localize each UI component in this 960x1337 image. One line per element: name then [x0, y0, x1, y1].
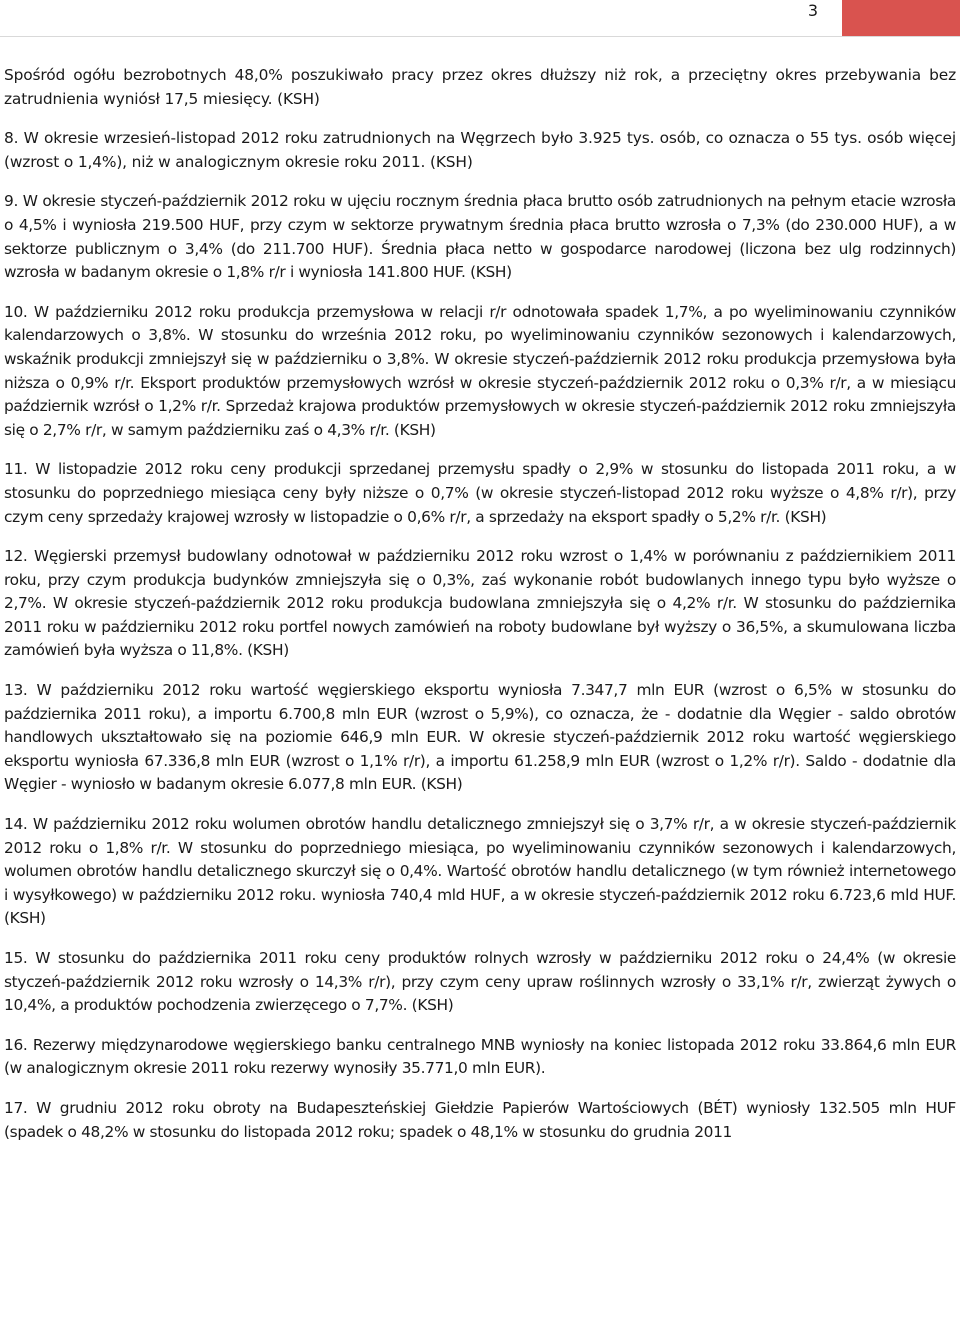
paragraph-10-industrial-production: 10. W październiku 2012 roku produkcja przemysłowa w relacji r/r odnotowała spadek 1,7%, a po wyeliminowaniu czynników kalendarzowych o 3,8%. W stosunku do września 2012 roku, po wyeliminowaniu czynników sezonowych i kalendarzowych, wskaźnik produkcji zmniejszył się w październiku o 3,8%. W okresie styczeń-październik 2012 roku produkcja przemysłowa była niższa o 0,9% r/r. Eksport produktów przemysłowych wzrósł w okresie styczeń-październik 2012 roku o 0,3% r/r, a w miesiącu październik wzrósł o 1,2% r/r. Sprzedaż krajowa produktów przemysłowych w okresie styczeń-październik 2012 roku zmniejszyła się o 2,7% r/r, w samym październiku zaś o 4,3% r/r. (KSH) — [4, 302, 956, 439]
paragraph-11-producer-prices: 11. W listopadzie 2012 roku ceny produkcji sprzedanej przemysłu spadły o 2,9% w stosunku do listopada 2011 roku, a w stosunku do poprzedniego miesiąca ceny były niższe o 0,7% (w okresie styczeń-listopad 2012 roku wyższe o 4,8% r/r), przy czym ceny sprzedaży krajowej wzrosły w listopadzie o 0,6% r/r, a sprzedaży na eksport spadły o 5,2% r/r. (KSH) — [4, 460, 956, 526]
header-divider — [0, 36, 960, 37]
paragraph-12-construction: 12. Węgierski przemysł budowlany odnotował w październiku 2012 roku wzrost o 1,4% w porównaniu z październikiem 2011 roku, przy czym produkcja budynków zmniejszyła się o 0,3%, zaś wykonanie robót budowlanych innego typu było wyższe o 2,7%. W okresie styczeń-październik 2012 roku produkcja budowlana zmniejszyła się o 4,2% r/r. W stosunku do października 2011 roku w październiku 2012 roku portfel nowych zamówień na roboty budowlane był wyższy o 36,5%, a skumulowana liczba zamówień była wyższa o 11,8%. (KSH) — [4, 547, 956, 660]
paragraph-14-retail: 14. W październiku 2012 roku wolumen obrotów handlu detalicznego zmniejszył się o 3,7% r/r, a w okresie styczeń-październik 2012 roku o 1,8% r/r. W stosunku do poprzedniego miesiąca, po wyeliminowaniu czynników sezonowych i kalendarzowych, wolumen obrotów handlu detalicznego skurczył się o 0,4%. Wartość obrotów handlu detalicznego (w tym również internetowego i wysyłkowego) w październiku 2012 roku. wyniosła 740,4 mld HUF, a w okresie styczeń-październik 2012 roku 6.723,6 mld HUF. (KSH) — [4, 815, 956, 928]
paragraph-8-employment: 8. W okresie wrzesień-listopad 2012 roku zatrudnionych na Węgrzech było 3.925 tys. osób, co oznacza o 55 tys. osób więcej (wzrost o 1,4%), niż w analogicznym okresie roku 2011. (KSH) — [4, 129, 956, 171]
paragraph-9-wages: 9. W okresie styczeń-październik 2012 roku w ujęciu rocznym średnia płaca brutto osób zatrudnionych na pełnym etacie wzrosła o 4,5% i wyniosła 219.500 HUF, przy czym w sektorze prywatnym średnia płaca brutto wzrosła o 7,3% (do 230.000 HUF), a w sektorze publicznym o 3,4% (do 211.700 HUF). Średnia płaca netto w gospodarce narodowej (liczona bez ulg rodzinnych) wzrosła w badanym okresie o 1,8% r/r i wyniosła 141.800 HUF. (KSH) — [4, 192, 956, 282]
header-accent-bar — [842, 0, 960, 36]
paragraph-unemployment: Spośród ogółu bezrobotnych 48,0% poszukiwało pracy przez okres dłuższy niż rok, a przeciętny okres przebywania bez zatrudnienia wyniósł 17,5 miesięcy. (KSH) — [4, 66, 956, 108]
paragraph-17-stock-exchange: 17. W grudniu 2012 roku obroty na Budapeszteńskiej Giełdzie Papierów Wartościowych (BÉT) wyniosły 132.505 mln HUF (spadek o 48,2% w stosunku do listopada 2012 roku; spadek o 48,1% w stosunku do grudnia 2011 — [4, 1098, 956, 1141]
document-body — [4, 64, 956, 1160]
page-number: 3 — [807, 1, 818, 20]
paragraph-16-reserves: 16. Rezerwy międzynarodowe węgierskiego banku centralnego MNB wyniosły na koniec listopada 2012 roku 33.864,6 mln EUR (w analogicznym okresie 2011 roku rezerwy wynosiły 35.771,0 mln EUR). — [4, 1035, 956, 1078]
page-header — [0, 0, 960, 40]
paragraph-15-agricultural-prices: 15. W stosunku do października 2011 roku ceny produktów rolnych wzrosły w październiku 2012 roku o 24,4% (w okresie styczeń-październik 2012 roku wzrosły o 14,3% r/r), przy czym ceny upraw roślinnych wzrosły o 33,1% r/r, zwierząt żywych o 10,4%, a produktów pochodzenia zwierzęcego o 7,7%. (KSH) — [4, 949, 956, 1015]
paragraph-13-trade: 13. W październiku 2012 roku wartość węgierskiego eksportu wyniosła 7.347,7 mln EUR (wzrost o 6,5% w stosunku do października 2011 roku), a importu 6.700,8 mln EUR (wzrost o 5,9%), co oznacza, że - dodatnie dla Węgier - saldo obrotów handlowych ukształtowało się na poziomie 646,9 mln EUR. W okresie styczeń-październik 2012 roku wartość węgierskiego eksportu wyniosła 67.336,8 mln EUR (wzrost o 1,1% r/r), a importu 61.258,9 mln EUR (wzrost o 1,2% r/r). Saldo - dodatnie dla Węgier - wyniosło w badanym okresie 6.077,8 mln EUR. (KSH) — [4, 681, 956, 794]
